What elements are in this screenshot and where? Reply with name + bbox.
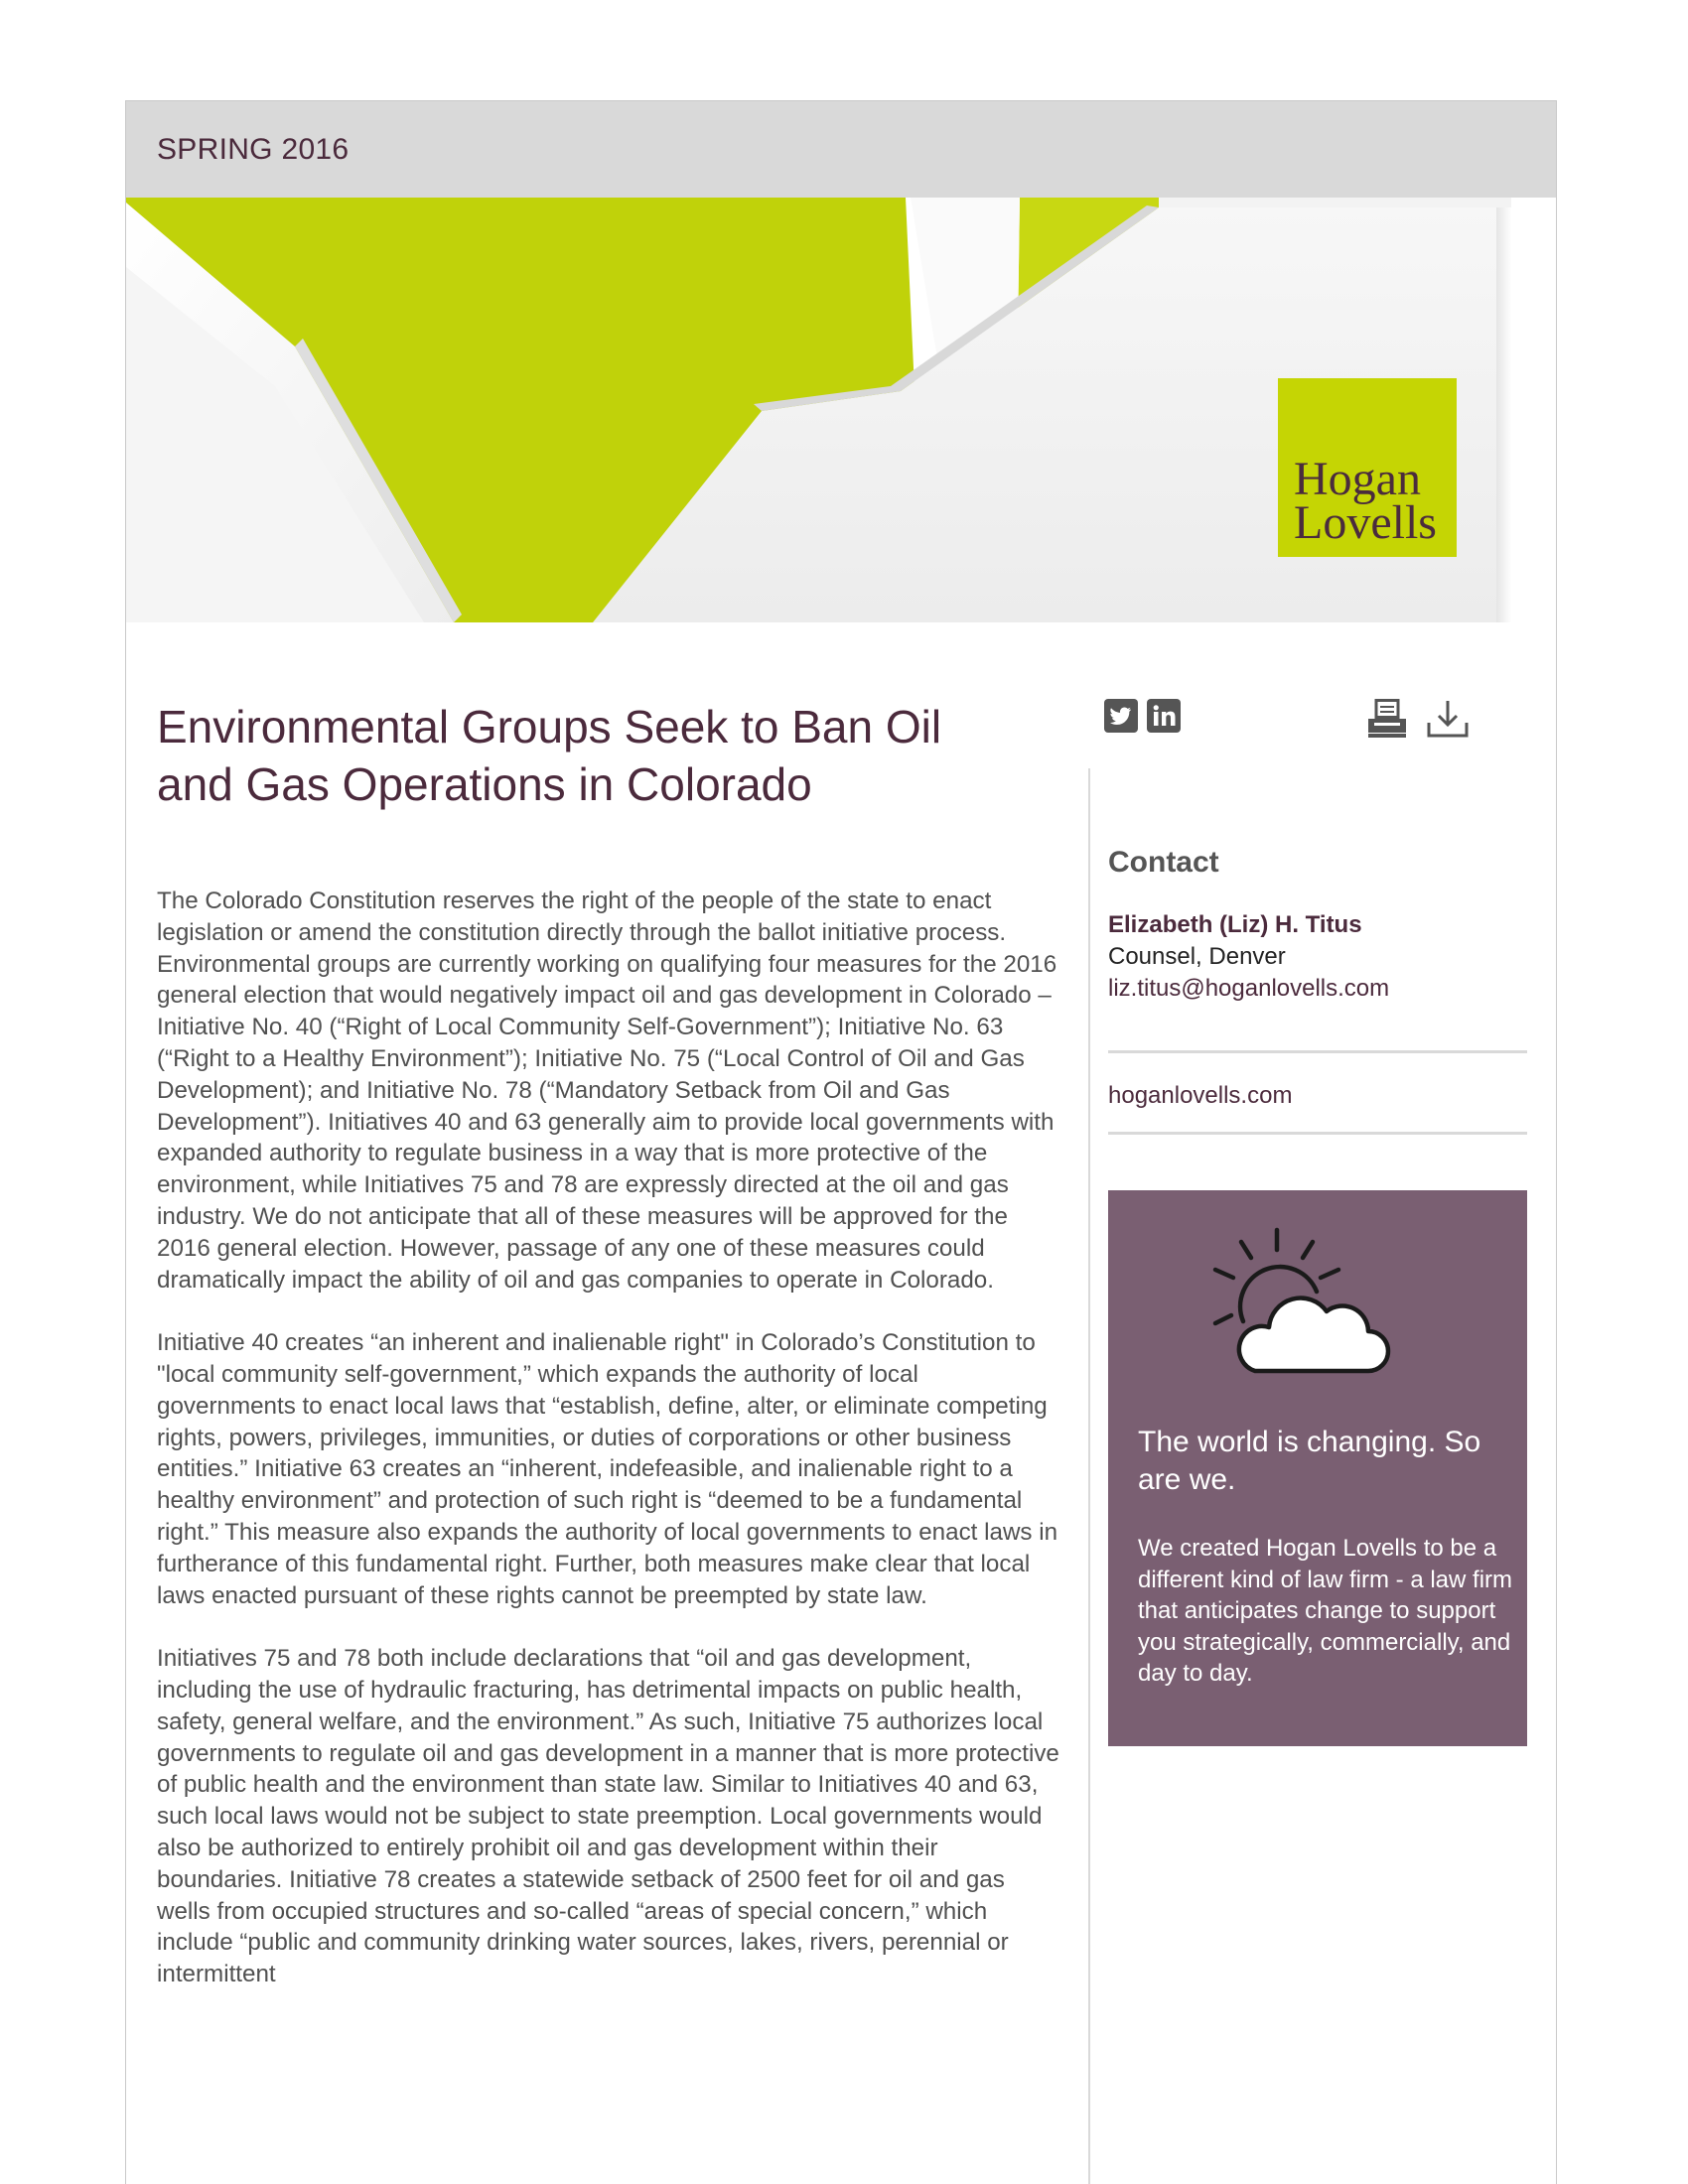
- download-icon[interactable]: [1426, 699, 1470, 744]
- sun-cloud-icon: [1197, 1220, 1396, 1389]
- sidebar-divider: [1108, 1132, 1527, 1135]
- contact-name: Elizabeth (Liz) H. Titus: [1108, 911, 1362, 938]
- column-divider: [1088, 768, 1090, 2184]
- article-body: [157, 886, 1060, 2022]
- edition-label: SPRING 2016: [157, 133, 350, 166]
- print-icon[interactable]: [1366, 699, 1410, 744]
- logo-line-2: Lovells: [1294, 496, 1437, 549]
- title-line-2: and Gas Operations in Colorado: [157, 758, 812, 810]
- contact-email-link[interactable]: liz.titus@hoganlovells.com: [1108, 975, 1390, 1002]
- twitter-icon[interactable]: [1104, 699, 1138, 738]
- promo-title: The world is changing. So are we.: [1138, 1426, 1481, 1496]
- article-paragraph-3: Initiatives 75 and 78 both include declarations that “oil and gas development, including the use of hydraulic fracturing, has detrimental impacts on public health, safety, general welfare, and the environment.” As such, Initiative 75 authorizes local governments to regulate oil and gas development in a manner that is more protective of public health and the environment than state law. Similar to Initiatives 40 and 63, such local laws would not be subject to state preemption. Local governments would also be authorized to entirely prohibit oil and gas development within their boundaries. Initiative 78 creates a statewide setback of 2500 feet for oil and gas wells from occupied structures and so-called “areas of special concern,” which include “public and community drinking water sources, lakes, rivers, perennial or intermittent: [157, 1645, 1059, 1988]
- article-paragraph-1: The Colorado Constitution reserves the right of the people of the state to enact legislation or amend the constitution directly through the ballot initiative process. Environmental groups are currently working on qualifying four measures for the 2016 general election that would negatively impact oil and gas development in Colorado – Initiative No. 40 (“Right of Local Community Self-Government”); Initiative No. 63 (“Right to a Healthy Environment”); Initiative No. 75 (“Local Control of Oil and Gas Development); and Initiative No. 78 (“Mandatory Setback from Oil and Gas Development”). Initiatives 40 and 63 generally aim to provide local governments with expanded authority to regulate business in a way that is more protective of the environment, while Initiatives 75 and 78 are expressly directed at the oil and gas industry. We do not anticipate that all of these measures will be approved for the 2016 general election. However, passage of any one of these measures could dramatically impact the ability of oil and gas companies to operate in Colorado.: [157, 887, 1057, 1294]
- title-line-1: Environmental Groups Seek to Ban Oil: [157, 701, 942, 752]
- sidebar-divider: [1108, 1050, 1527, 1053]
- contact-role: Counsel, Denver: [1108, 943, 1286, 970]
- promo-body: We created Hogan Lovells to be a different kind of law firm - a law firm that anticipates change to support you strategically, commercially, and day to day.: [1138, 1535, 1513, 1687]
- article-title: [157, 698, 1011, 813]
- linkedin-icon[interactable]: [1147, 699, 1181, 738]
- hogan-lovells-logo: [1278, 378, 1457, 557]
- article-paragraph-2: Initiative 40 creates “an inherent and inalienable right" in Colorado’s Constitution to "local community self-government,” which expands the authority of local governments to enact local laws that “establish, define, alter, or eliminate competing rights, powers, privileges, immunities, or duties of corporations or other business entities.” Initiative 63 creates an “inherent, indefeasible, and inalienable right to a healthy environment” and protection of such right is “deemed to be a fundamental right.” This measure also expands the authority of local governments to enact laws in furtherance of this fundamental right. Further, both measures make clear that local laws enacted pursuant of these rights cannot be preempted by state law.: [157, 1329, 1058, 1609]
- promo-box: [1108, 1190, 1527, 1746]
- contact-heading: Contact: [1108, 846, 1219, 879]
- logo-line-1: Hogan: [1294, 453, 1421, 505]
- website-link[interactable]: hoganlovells.com: [1108, 1082, 1293, 1109]
